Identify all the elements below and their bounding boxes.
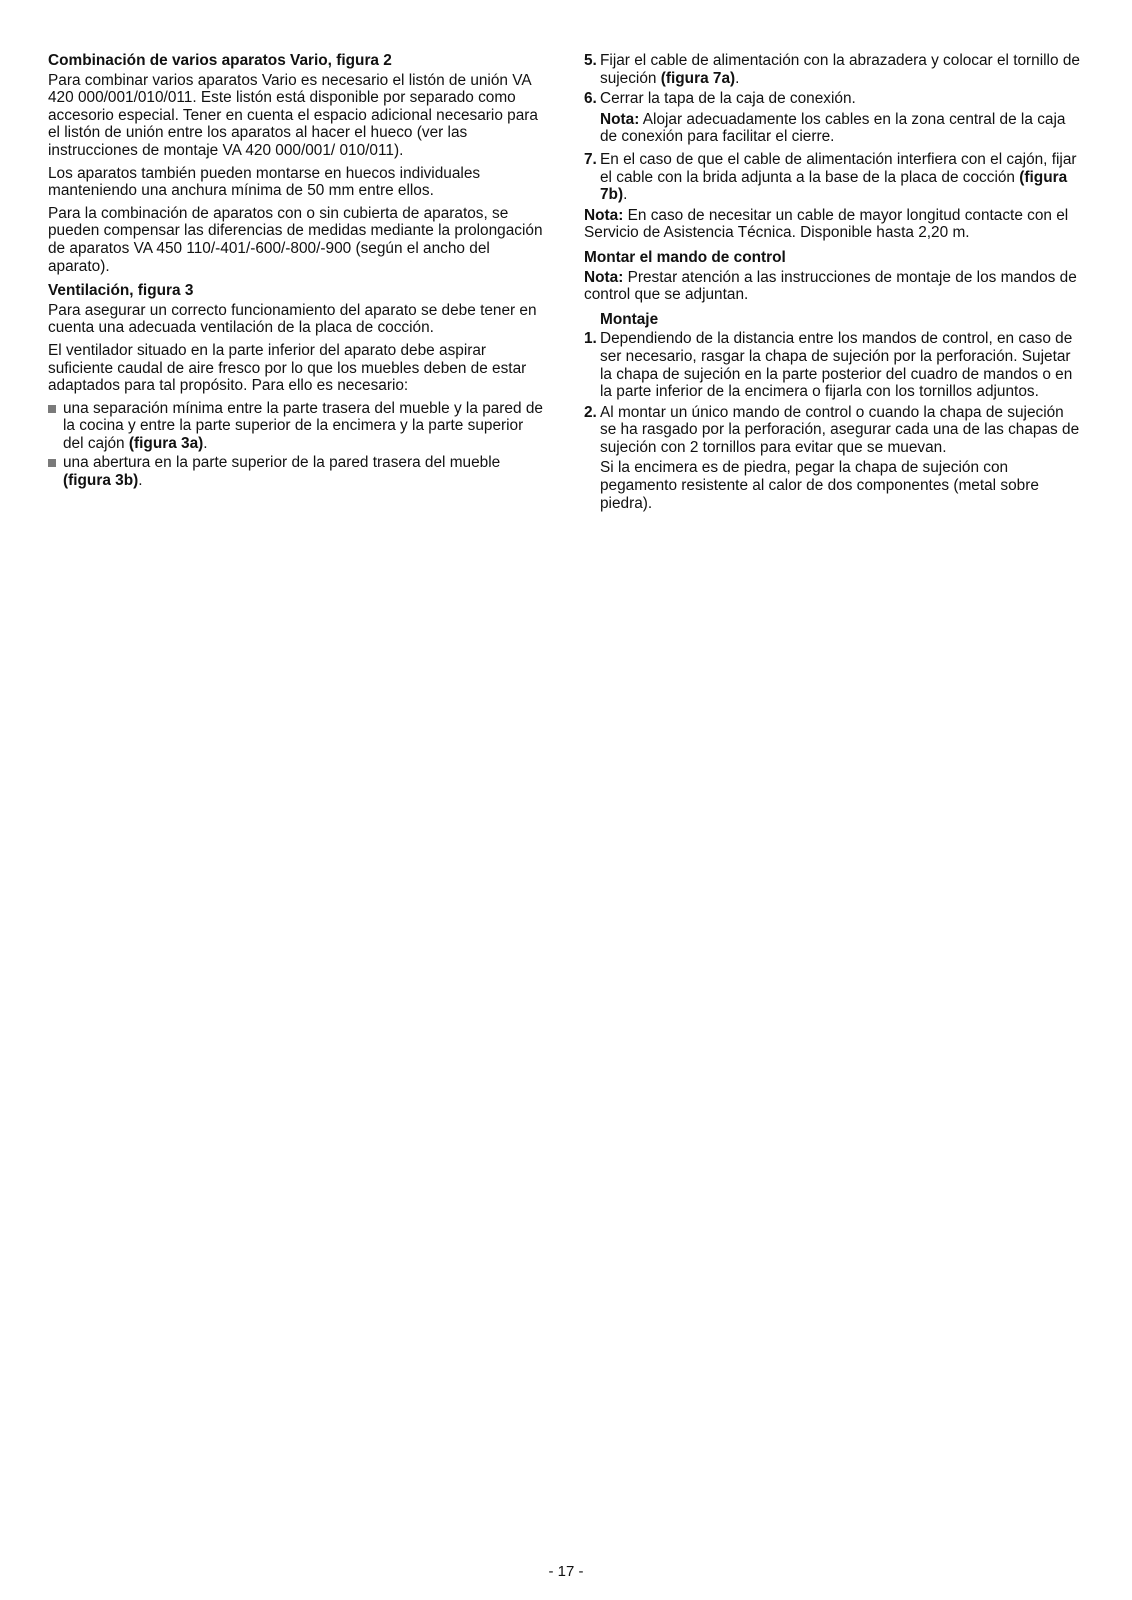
step-text: Dependiendo de la distancia entre los mandos de control, en caso de ser necesario, rasgar la chapa de sujeción por la perforación. Sujetar la chapa de sujeción en la parte posterior del cuadro de mandos o en la parte inferior de la encimera o fijarla con los tornillos adjuntos. xyxy=(600,330,1073,401)
heading-combination: Combinación de varios aparatos Vario, figura 2 xyxy=(48,52,392,69)
paragraph: Los aparatos también pueden montarse en huecos individuales manteniendo una anchura mínima de 50 mm entre ellos. xyxy=(48,164,481,200)
heading-control-knob: Montar el mando de control xyxy=(584,248,786,266)
note-text: Alojar adecuadamente los cables en la zona central de la caja de conexión para facilitar el cierre. xyxy=(600,110,1066,146)
list-item: una abertura en la parte superior de la pared trasera del mueble (figura 3b). xyxy=(48,454,548,489)
page-number: - 17 - xyxy=(548,1563,584,1580)
list-item xyxy=(584,90,1084,108)
figure-reference: (figura 7b) xyxy=(600,168,1068,204)
note-label: Nota: xyxy=(584,206,624,224)
right-column xyxy=(584,52,1084,517)
list-item: 5. Fijar el cable de alimentación con la abrazadera y colocar el tornillo de sujeción (figura 7a). xyxy=(584,52,1080,87)
paragraph: Si la encimera es de piedra, pegar la chapa de sujeción con pegamento resistente al calor de dos componentes (metal sobre piedra). xyxy=(600,459,1039,512)
step-number: 2. xyxy=(584,403,597,421)
note-text: Prestar atención a las instrucciones de montaje de los mandos de control que se adjuntan. xyxy=(584,268,1077,304)
note-label: Nota: xyxy=(600,110,640,128)
square-bullet-icon xyxy=(48,454,63,489)
note-text: En caso de necesitar un cable de mayor longitud contacte con el Servicio de Asistencia Técnica. Disponible hasta 2,20 m. xyxy=(584,206,1069,242)
step-number: 5. xyxy=(584,52,597,69)
figure-reference: (figura 3b) xyxy=(63,472,139,490)
step-text: En el caso de que el cable de alimentación interfiera con el cajón, fijar el cable con la brida adjunta a la base de la placa de cocción xyxy=(600,150,1077,186)
list-item: una separación mínima entre la parte trasera del mueble y la pared de la cocina y entre la parte superior de la encimera y la parte superior del cajón (figura 3a). xyxy=(48,400,548,453)
list-item: 7. En el caso de que el cable de alimentación interfiera con el cajón, fijar el cable con la brida adjunta a la base de la placa de cocción (figura 7b). xyxy=(584,150,1077,204)
figure-reference: (figura 7a) xyxy=(660,69,736,87)
bullet-text: una separación mínima entre la parte trasera del mueble y la pared de la cocina y entre la parte superior de la encimera y la parte superior del cajón xyxy=(63,399,543,452)
paragraph: Para combinar varios aparatos Vario es necesario el listón de unión VA 420 000/001/010/011. Este listón está disponible por separado como accesorio especial. Tener en cuenta el espacio adicional necesario para el listón de unión entre los aparatos al hacer el hueco (ver las instrucciones de montaje VA 420 000/001/ 010/011). xyxy=(48,71,538,159)
bullet-text: una abertura en la parte superior de la pared trasera del mueble xyxy=(63,454,501,472)
paragraph: Para la combinación de aparatos con o sin cubierta de aparatos, se pueden compensar las diferencias de medidas mediante la prolongación de aparatos VA 450 110/-401/-600/-800/-900 (según el ancho del aparato). xyxy=(48,204,543,275)
square-bullet-icon xyxy=(48,400,63,453)
step-number: 1. xyxy=(584,330,597,348)
list-item xyxy=(584,404,1084,457)
list-item xyxy=(584,330,1084,400)
figure-reference: (figura 3a) xyxy=(128,434,204,452)
paragraph: Para asegurar un correcto funcionamiento del aparato se debe tener en cuenta una adecuada ventilación de la placa de cocción. xyxy=(48,301,537,337)
heading-ventilation: Ventilación, figura 3 xyxy=(48,282,194,300)
paragraph: El ventilador situado en la parte inferior del aparato debe aspirar suficiente caudal de aire fresco por lo que los muebles deben de estar adaptados para tal propósito. Para ello es necesario: xyxy=(48,341,527,395)
heading-assembly: Montaje xyxy=(600,310,659,328)
step-text: Al montar un único mando de control o cuando la chapa de sujeción se ha rasgado por la perforación, asegurar cada una de las chapas de sujeción con 2 tornillos para evitar que se muevan. xyxy=(600,403,1080,456)
step-text: Cerrar la tapa de la caja de conexión. xyxy=(600,90,856,108)
note xyxy=(584,207,1084,242)
note xyxy=(600,111,1084,146)
step-number: 6. xyxy=(584,90,597,108)
step-number: 7. xyxy=(584,150,597,168)
left-column xyxy=(48,52,548,492)
note-label: Nota: xyxy=(584,268,624,286)
note xyxy=(584,269,1084,304)
step-text: Fijar el cable de alimentación con la abrazadera y colocar el tornillo de sujeción xyxy=(600,52,1080,87)
